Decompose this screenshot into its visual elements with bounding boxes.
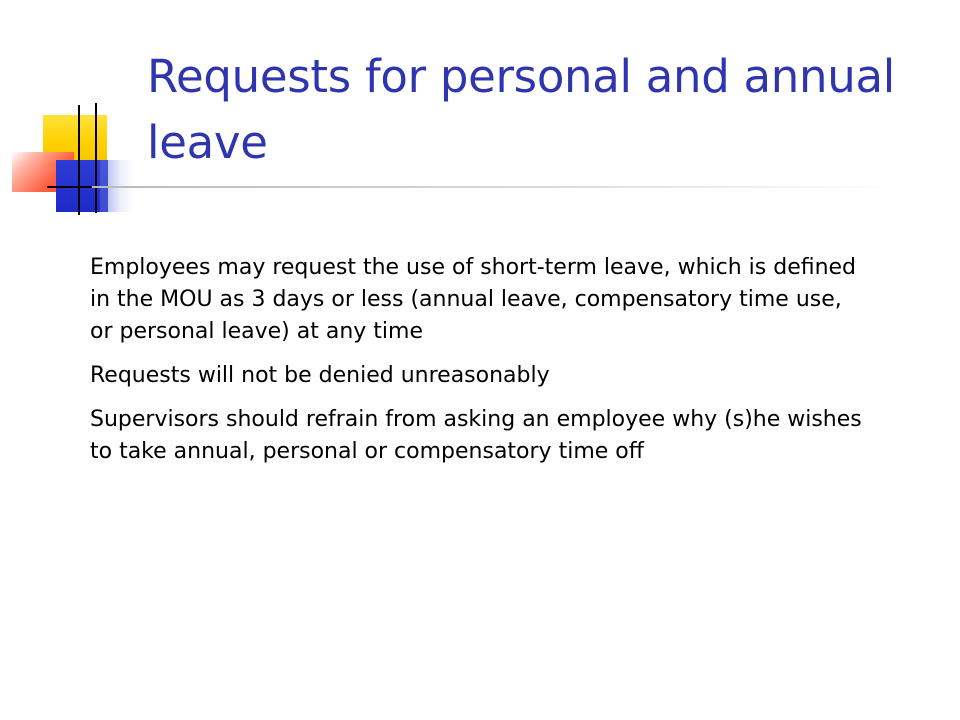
slide-title: Requests for personal and annual leave bbox=[147, 50, 895, 169]
paragraph-requests-not-denied: Requests will not be denied unreasonably bbox=[90, 363, 550, 388]
paragraph-short-term-leave: Employees may request the use of short-term leave, which is defined in the MOU as 3 days or less (annual leave, compensatory time use, or personal leave) at any time bbox=[90, 255, 857, 344]
slide-body bbox=[90, 252, 870, 480]
title-underline bbox=[92, 186, 900, 188]
paragraph-supervisors-refrain: Supervisors should refrain from asking an employee why (s)he wishes to take annual, personal or compensatory time off bbox=[90, 407, 862, 464]
vertical-rule-left bbox=[78, 105, 80, 215]
vertical-rule-right bbox=[95, 103, 97, 213]
corner-decoration bbox=[0, 0, 140, 230]
